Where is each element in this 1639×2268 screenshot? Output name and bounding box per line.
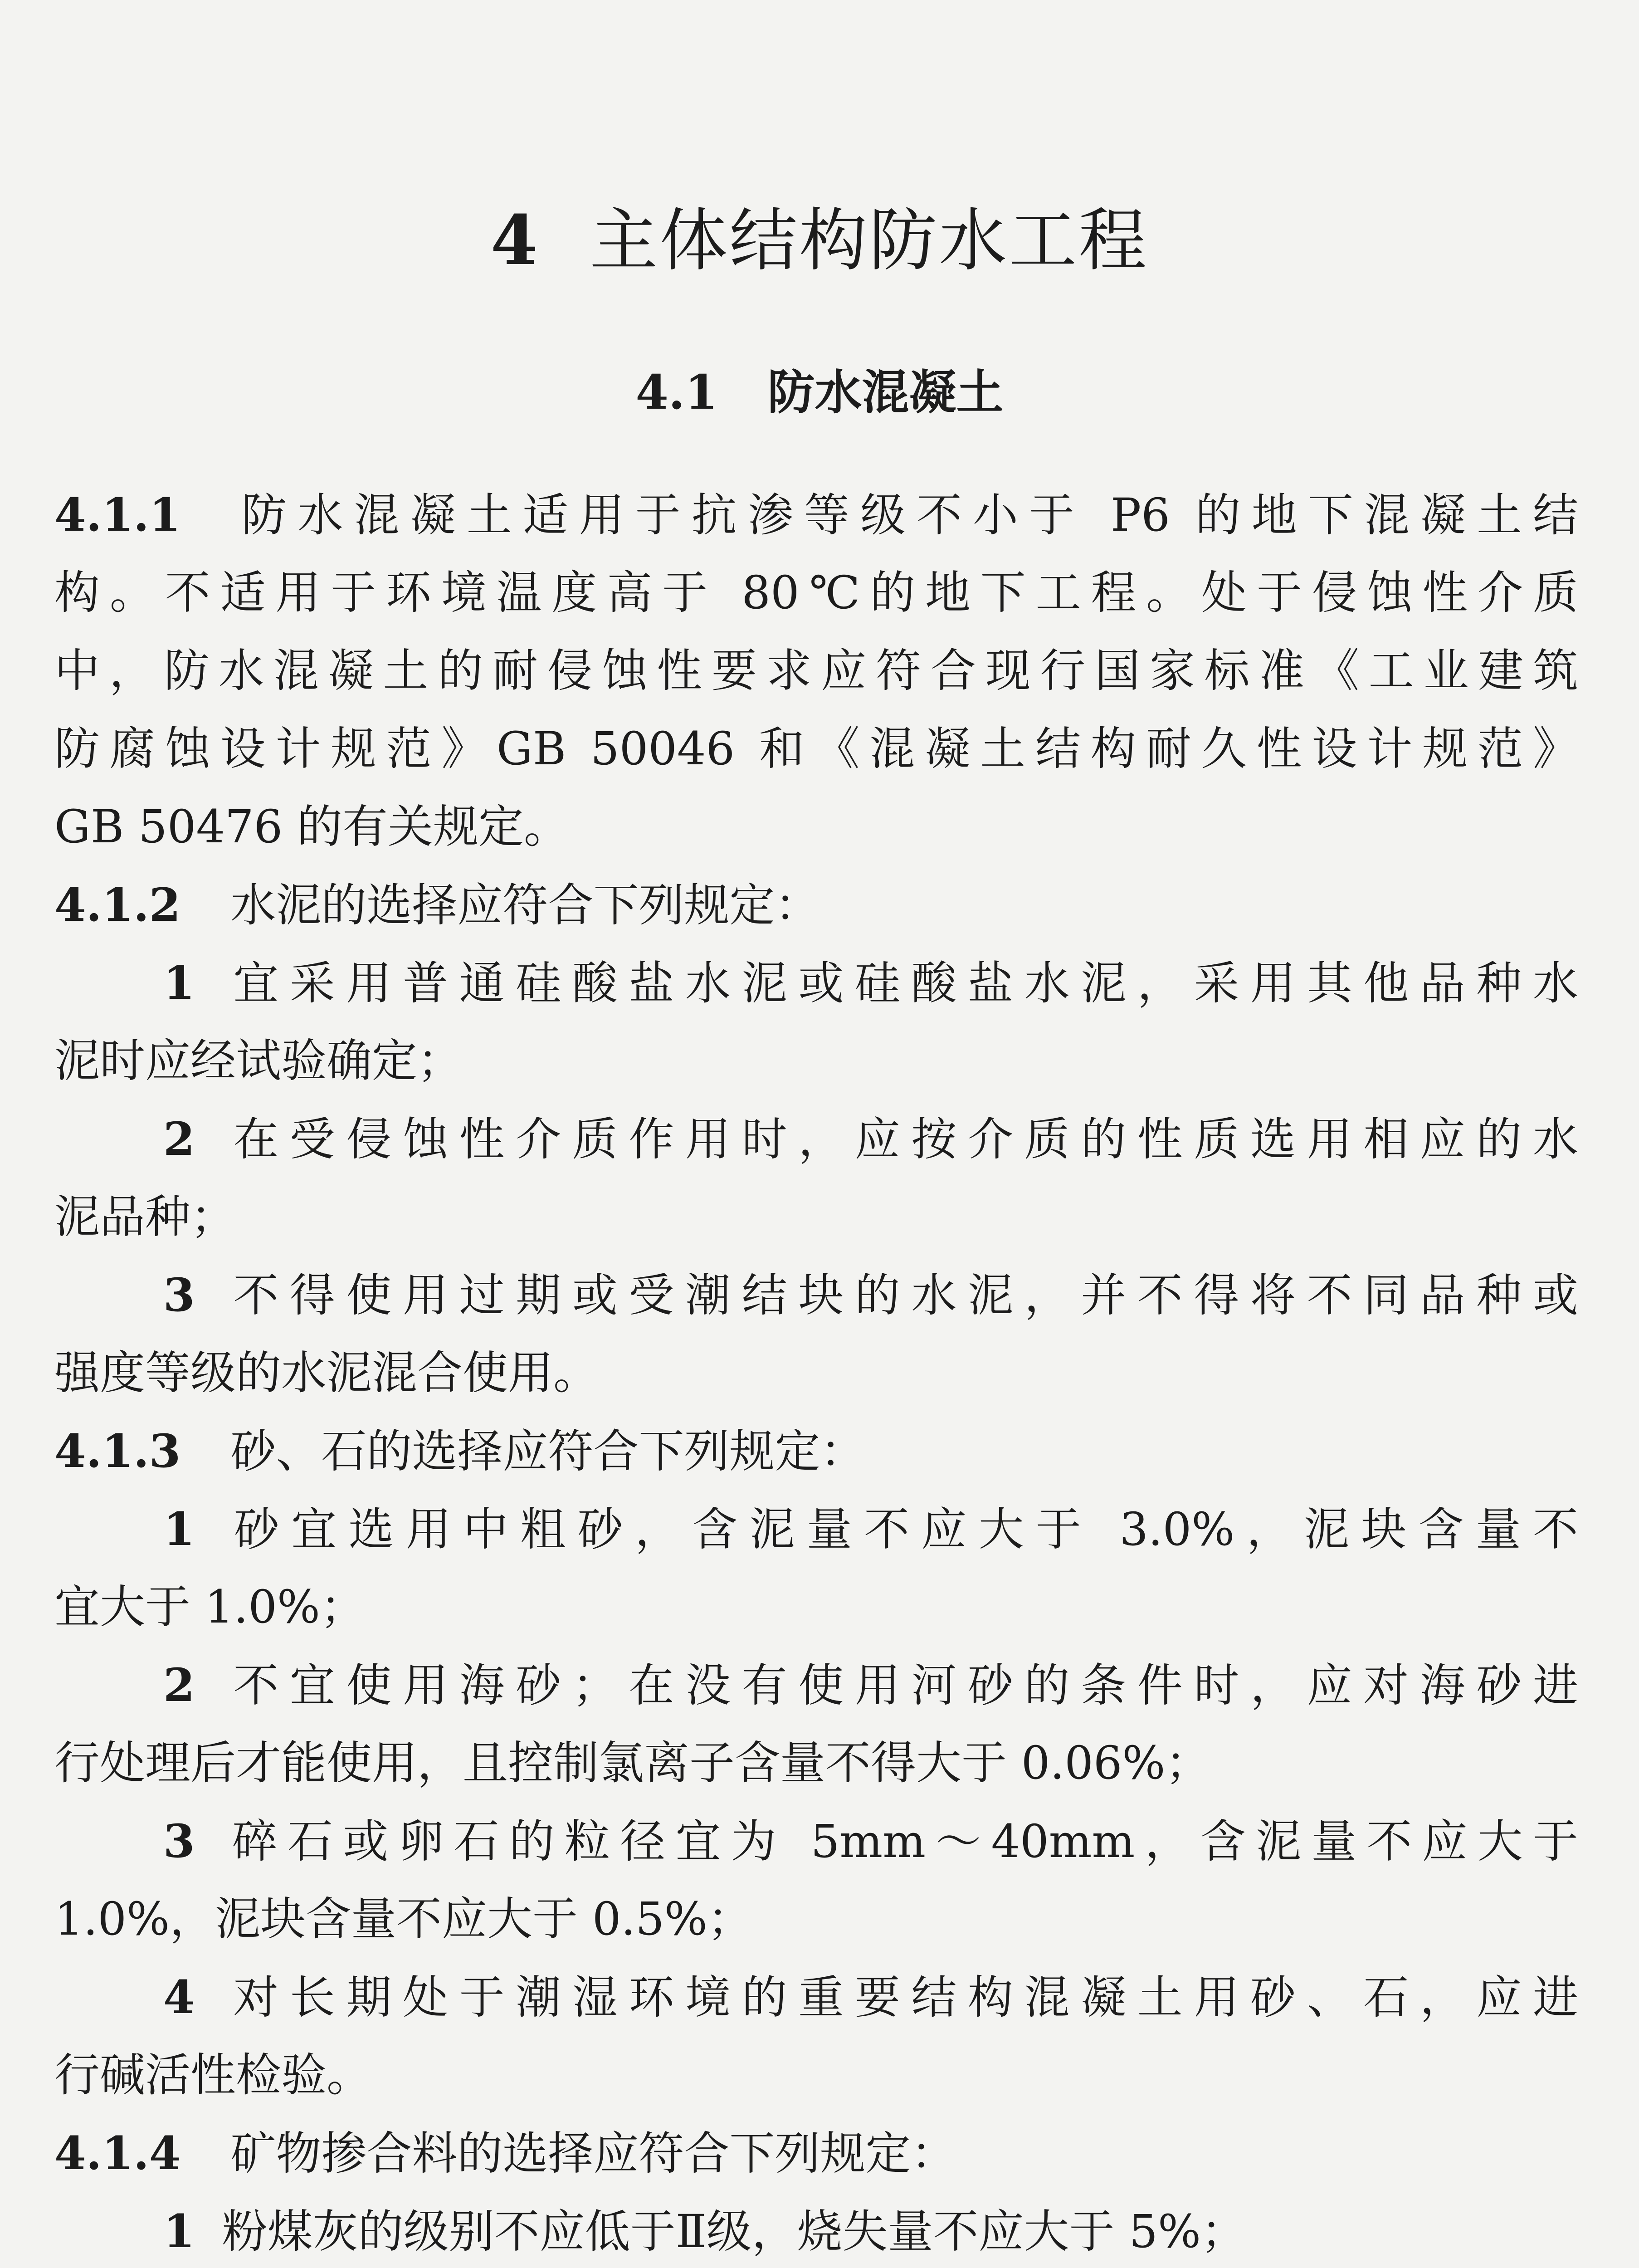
line-text: 矿物掺合料的选择应符合下列规定： — [230, 2127, 956, 2180]
line-text: 水泥的选择应符合下列规定： — [230, 879, 820, 932]
text-line — [54, 1190, 1578, 1244]
item-number: 1 — [163, 1502, 195, 1556]
list-item-line — [163, 1268, 1578, 1323]
line-text: 在受侵蚀性介质作用时，应按介质的性质选用相应的水 — [222, 1113, 1578, 1166]
text-line — [54, 2048, 1578, 2102]
line-text: 行碱活性检验。 — [54, 2048, 372, 2102]
line-text: 不得使用过期或受潮结块的水泥，并不得将不同品种或 — [222, 1269, 1578, 1322]
text-line — [54, 800, 1578, 854]
clause-number: 4.1.2 — [54, 878, 181, 932]
line-text: 泥品种； — [54, 1190, 236, 1243]
clause-number: 4.1.4 — [54, 2126, 181, 2180]
list-item-line — [163, 1112, 1578, 1167]
line-text: 对长期处于潮湿环境的重要结构混凝土用砂、石，应进 — [222, 1971, 1578, 2024]
item-number: 1 — [163, 956, 195, 1010]
line-text: 强度等级的水泥混合使用。 — [54, 1346, 599, 1399]
section-number: 4.1 — [635, 364, 718, 420]
line-text: 宜大于 1.0%； — [54, 1580, 366, 1633]
text-line — [54, 1580, 1578, 1634]
text-line — [54, 1736, 1578, 1790]
list-item-line — [163, 956, 1578, 1011]
section-title-text: 防水混凝土 — [767, 364, 1004, 420]
line-text: 防水混凝土适用于抗渗等级不小于 P6 的地下混凝土结 — [230, 489, 1578, 542]
line-text: 不宜使用海砂；在没有使用河砂的条件时，应对海砂进 — [222, 1659, 1578, 1712]
list-item-line — [163, 1970, 1578, 2025]
line-text: 1.0%，泥块含量不应大于 0.5%； — [54, 1892, 753, 1945]
line-text: GB 50476 的有关规定。 — [54, 800, 570, 853]
line-text: 中，防水混凝土的耐侵蚀性要求应符合现行国家标准《工业建筑 — [54, 644, 1578, 697]
text-line — [54, 722, 1578, 776]
item-number: 3 — [163, 1268, 195, 1322]
clause-line — [54, 878, 1578, 933]
clause-line — [54, 2126, 1578, 2181]
line-text: 粉煤灰的级别不应低于Ⅱ级，烧失量不应大于 5%； — [222, 2205, 1246, 2258]
text-line — [54, 1034, 1578, 1088]
list-item-line — [163, 1502, 1578, 1557]
line-text: 砂宜选用中粗砂，含泥量不应大于 3.0%，泥块含量不 — [222, 1503, 1578, 1556]
text-line — [54, 1346, 1578, 1400]
chapter-title-text: 主体结构防水工程 — [590, 201, 1149, 280]
clause-line — [54, 488, 1578, 543]
list-item-line — [163, 1814, 1578, 1869]
clause-line — [54, 1424, 1578, 1479]
clause-number: 4.1.3 — [54, 1424, 181, 1478]
list-item-line — [163, 1658, 1578, 1713]
line-text: 碎石或卵石的粒径宜为 5mm～40mm，含泥量不应大于 — [222, 1815, 1578, 1868]
line-text: 构。不适用于环境温度高于 80℃的地下工程。处于侵蚀性介质 — [54, 566, 1578, 619]
chapter-title — [0, 200, 1639, 282]
text-line — [54, 1892, 1578, 1946]
line-text: 防腐蚀设计规范》GB 50046 和《混凝土结构耐久性设计规范》 — [54, 722, 1578, 775]
clause-number: 4.1.1 — [54, 488, 181, 542]
line-text: 行处理后才能使用，且控制氯离子含量不得大于 0.06%； — [54, 1736, 1211, 1789]
text-line — [54, 644, 1578, 698]
line-text: 泥时应经试验确定； — [54, 1034, 463, 1087]
item-number: 4 — [163, 1970, 195, 2024]
list-item-line — [163, 2204, 1578, 2259]
item-number: 3 — [163, 1814, 195, 1868]
text-line — [54, 566, 1578, 620]
chapter-number: 4 — [490, 200, 540, 280]
item-number: 1 — [163, 2204, 195, 2258]
line-text: 砂、石的选择应符合下列规定： — [230, 1425, 866, 1478]
item-number: 2 — [163, 1658, 195, 1712]
item-number: 2 — [163, 1112, 195, 1166]
section-title — [0, 363, 1639, 422]
line-text: 宜采用普通硅酸盐水泥或硅酸盐水泥，采用其他品种水 — [222, 957, 1578, 1010]
